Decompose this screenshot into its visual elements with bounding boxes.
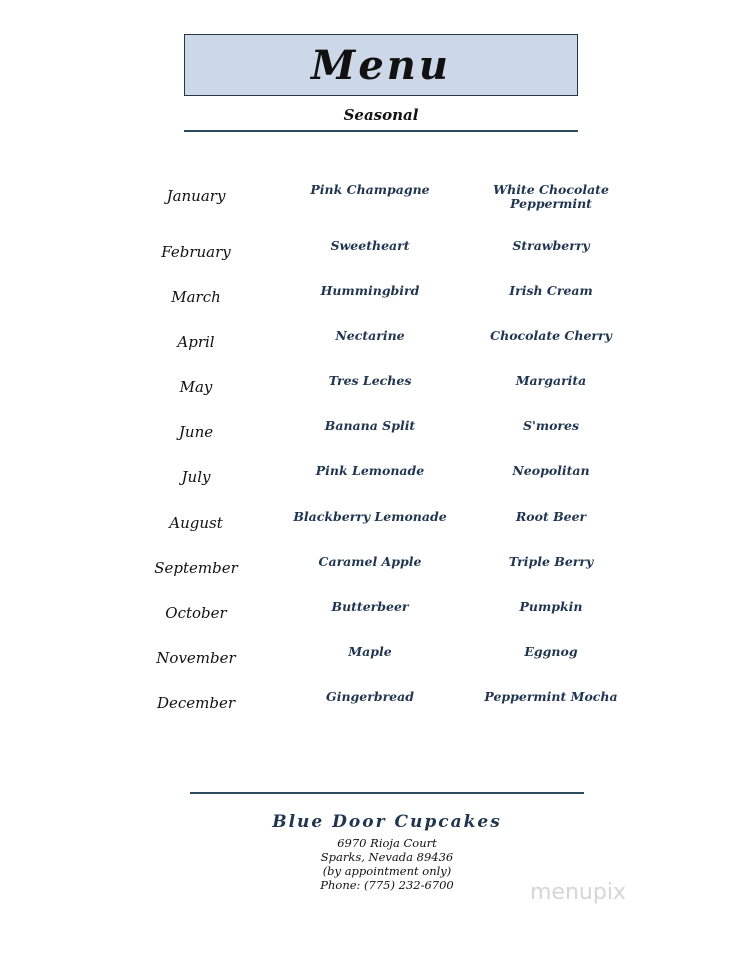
title-box bbox=[184, 34, 578, 96]
watermark-logo: menupix bbox=[530, 880, 626, 905]
flavor-2: White Chocolate Peppermint bbox=[493, 182, 609, 211]
month-label: June bbox=[178, 423, 214, 441]
flavor-2: Pumpkin bbox=[519, 599, 583, 614]
month-label: May bbox=[179, 378, 213, 396]
flavor-2: Peppermint Mocha bbox=[484, 689, 618, 704]
phone: Phone: (775) 232-6700 bbox=[320, 878, 454, 892]
section-subtitle: Seasonal bbox=[343, 106, 419, 124]
appointment-note: (by appointment only) bbox=[322, 864, 452, 878]
flavor-1: Hummingbird bbox=[320, 283, 420, 298]
flavor-1: Sweetheart bbox=[330, 238, 410, 253]
month-label: December bbox=[156, 694, 236, 712]
month-label: August bbox=[169, 514, 223, 532]
flavor-1: Butterbeer bbox=[331, 599, 409, 614]
flavor-1: Nectarine bbox=[335, 328, 405, 343]
business-name: Blue Door Cupcakes bbox=[272, 812, 502, 832]
flavor-1: Pink Lemonade bbox=[315, 463, 425, 478]
flavor-2: Neopolitan bbox=[512, 463, 590, 478]
address-line-2: Sparks, Nevada 89436 bbox=[320, 850, 454, 864]
flavor-2: Triple Berry bbox=[508, 554, 594, 569]
flavor-2: Chocolate Cherry bbox=[490, 328, 612, 343]
flavor-2: S'mores bbox=[523, 418, 579, 433]
flavor-2: Strawberry bbox=[512, 238, 590, 253]
flavor-2: Eggnog bbox=[524, 644, 578, 659]
flavor-2: Root Beer bbox=[515, 509, 587, 524]
footer-divider bbox=[190, 792, 584, 794]
flavor-1: Pink Champagne bbox=[310, 182, 430, 197]
flavor-2: Margarita bbox=[515, 373, 587, 388]
month-label: March bbox=[171, 288, 221, 306]
header-divider bbox=[184, 130, 578, 132]
flavor-1: Tres Leches bbox=[328, 373, 412, 388]
month-label: January bbox=[166, 187, 226, 205]
business-contact bbox=[190, 836, 584, 892]
flavor-2: Irish Cream bbox=[509, 283, 593, 298]
flavor-1: Maple bbox=[348, 644, 392, 659]
month-label: July bbox=[181, 468, 211, 486]
flavor-1: Banana Split bbox=[324, 418, 416, 433]
flavor-1: Caramel Apple bbox=[318, 554, 422, 569]
address-line-1: 6970 Rioja Court bbox=[337, 836, 437, 850]
page-title: Menu bbox=[311, 41, 451, 89]
month-label: November bbox=[156, 649, 236, 667]
month-label: February bbox=[161, 243, 231, 261]
flavor-1: Blackberry Lemonade bbox=[293, 509, 447, 524]
flavor-1: Gingerbread bbox=[326, 689, 414, 704]
month-label: September bbox=[154, 559, 238, 577]
month-label: October bbox=[165, 604, 227, 622]
month-label: April bbox=[177, 333, 215, 351]
